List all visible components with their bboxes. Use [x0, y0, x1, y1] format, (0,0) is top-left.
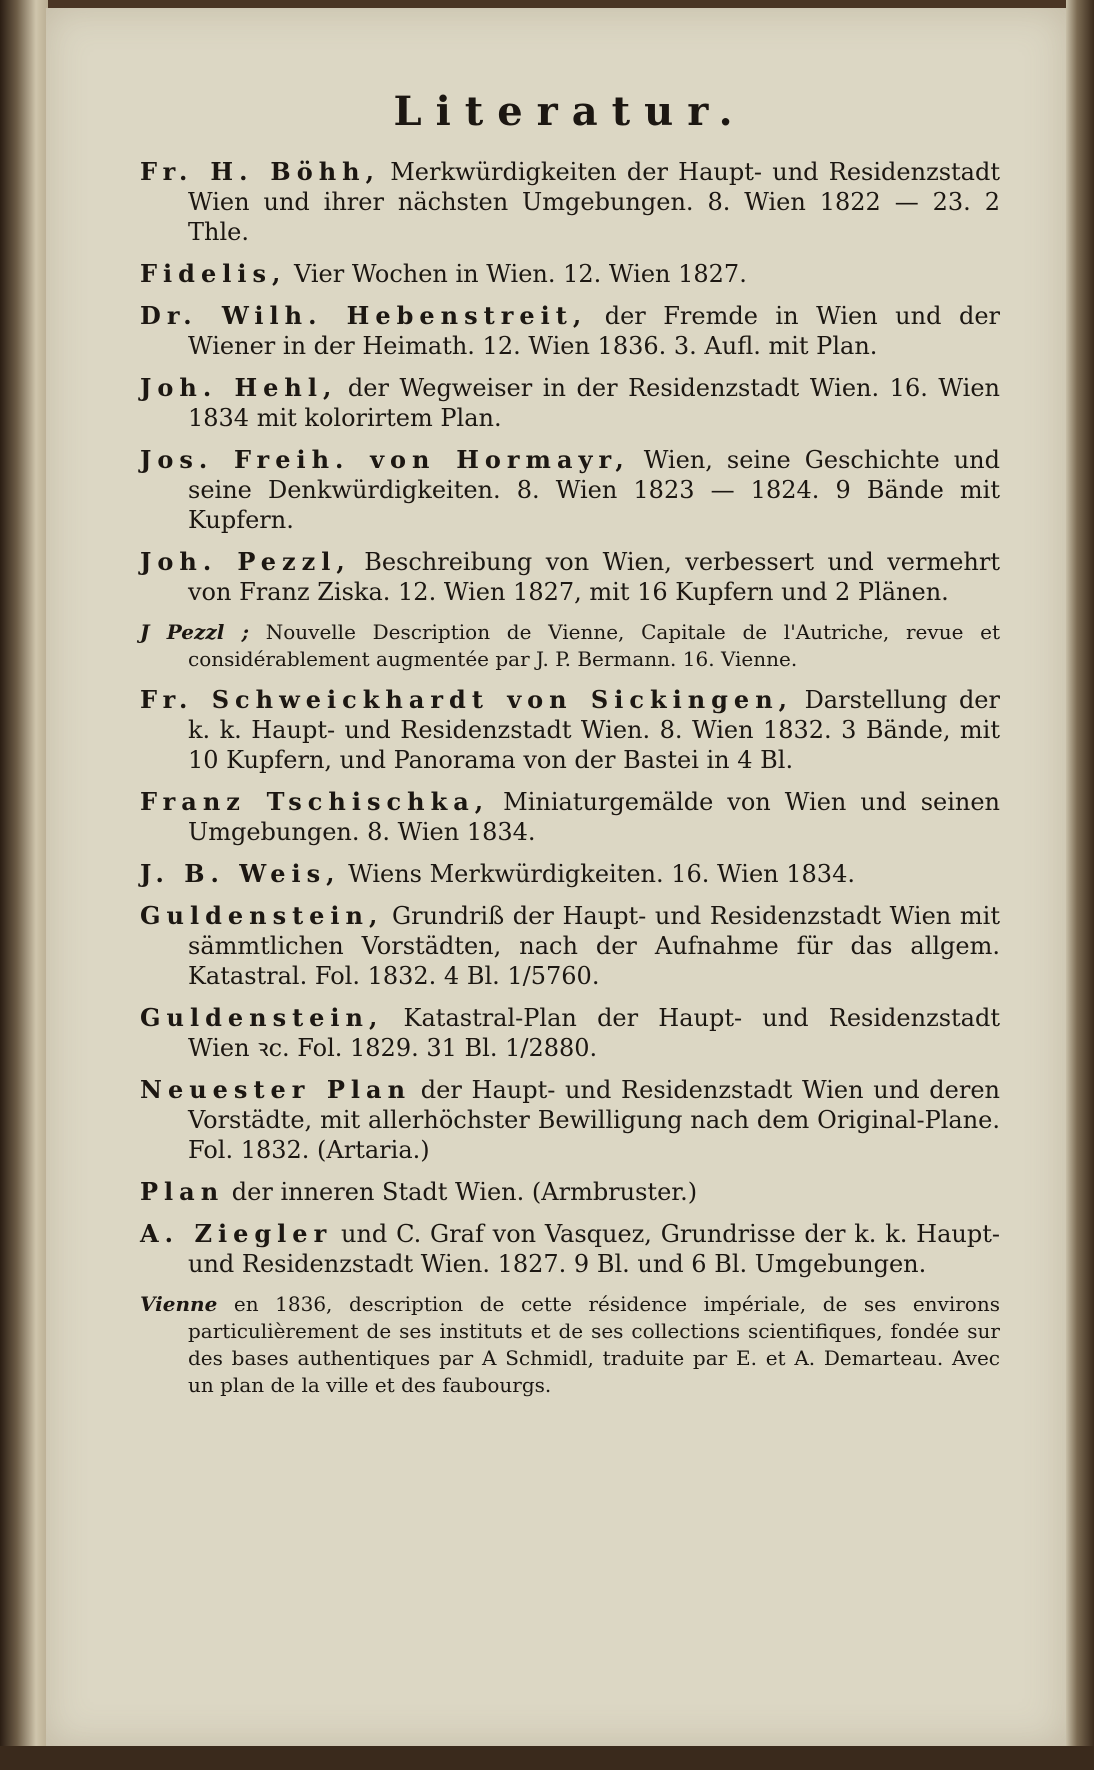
page-content — [140, 88, 1000, 1411]
entry-text: und C. Graf von Vasquez, Grundrisse der k. k. Haupt- und Residenzstadt Wien. 1827. 9 Bl. und 6 Bl. Umgebungen. — [188, 1220, 1000, 1278]
entry-author: Fr. Schweickhardt von Sickingen, — [140, 685, 793, 714]
bibliography-entry — [140, 547, 1000, 607]
entry-author: J Pezzl ; — [140, 620, 250, 644]
bibliography-entry — [140, 259, 1000, 289]
entry-author: Guldenstein, — [140, 1003, 384, 1032]
entry-author: Guldenstein, — [140, 901, 384, 930]
book-binding-right — [1066, 0, 1094, 1770]
entry-text: Grundriß der Haupt- und Residenzstadt Wien mit sämmtlichen Vorstädten, nach der Aufnahme für das allgem. Katastral. Fol. 1832. 4 Bl. 1/5760. — [188, 902, 1000, 990]
entry-text: der Wegweiser in der Residenzstadt Wien. 16. Wien 1834 mit kolorirtem Plan. — [188, 374, 1001, 432]
entry-author: Neuester Plan — [140, 1075, 412, 1104]
entry-author: Fidelis, — [140, 259, 287, 288]
bibliography-entry — [140, 1075, 1000, 1165]
bibliography-entry — [140, 157, 1000, 247]
entry-text: Nouvelle Description de Vienne, Capitale de l'Autriche, revue et considérablement augmentée par J. P. Bermann. 16. Vienne. — [188, 620, 1000, 671]
entry-text: en 1836, description de cette résidence impériale, de ses environs particulièrement de ses instituts et de ses collections scientifiques, fondée sur des bases authentiques par A Schmidl, traduite par E. et A. Demarteau. Avec un plan de la ville et des faubourgs. — [188, 1292, 1000, 1397]
entry-author: Dr. Wilh. Hebenstreit, — [140, 301, 588, 330]
bibliography-entry — [140, 301, 1000, 361]
entry-text: der Haupt- und Residenzstadt Wien und deren Vorstädte, mit allerhöchster Bewilligung nach dem Original-Plane. Fol. 1832. (Artaria.) — [188, 1076, 1000, 1164]
bibliography-entry — [140, 685, 1000, 775]
entry-author: A. Ziegler — [140, 1219, 333, 1248]
entry-author: Jos. Freih. von Hormayr, — [140, 445, 630, 474]
entry-text: Merkwürdigkeiten der Haupt- und Residenzstadt Wien und ihrer nächsten Umgebungen. 8. Wien 1822 — 23. 2 Thle. — [188, 158, 1000, 246]
entry-author: Fr. H. Böhh, — [140, 157, 380, 186]
bibliography-entry — [140, 1177, 1000, 1207]
book-binding-left — [0, 0, 48, 1770]
entry-author: J. B. Weis, — [140, 859, 341, 888]
entry-author: Joh. Pezzl, — [140, 547, 351, 576]
entry-text: Beschreibung von Wien, verbessert und vermehrt von Franz Ziska. 12. Wien 1827, mit 16 Kupfern und 2 Plänen. — [188, 548, 1000, 606]
entry-text: der Fremde in Wien und der Wiener in der Heimath. 12. Wien 1836. 3. Aufl. mit Plan. — [188, 302, 1001, 360]
bibliography-entry — [140, 373, 1000, 433]
entry-author: Vienne — [140, 1292, 218, 1316]
bibliography-entry — [140, 787, 1000, 847]
entry-text: Miniaturgemälde von Wien und seinen Umgebungen. 8. Wien 1834. — [188, 788, 1001, 846]
bibliography-entry — [140, 1291, 1000, 1399]
entry-author: Plan — [140, 1177, 225, 1206]
entry-author: Franz Tschischka, — [140, 787, 490, 816]
entry-author: Joh. Hehl, — [140, 373, 338, 402]
book-bottom-edge — [0, 1746, 1094, 1770]
entry-text: Katastral-Plan der Haupt- und Residenzstadt Wien ꝛc. Fol. 1829. 31 Bl. 1/2880. — [188, 1004, 1000, 1062]
entry-text: der inneren Stadt Wien. (Armbruster.) — [224, 1178, 698, 1206]
entry-text: Vier Wochen in Wien. 12. Wien 1827. — [286, 260, 747, 288]
bibliography-entry — [140, 901, 1000, 991]
bibliography-entry — [140, 859, 1000, 889]
entry-text: Wien, seine Geschichte und seine Denkwürdigkeiten. 8. Wien 1823 — 1824. 9 Bände mit Kupfern. — [188, 446, 1001, 534]
bibliography-entry — [140, 1219, 1000, 1279]
bibliography-entry — [140, 1003, 1000, 1063]
bibliography-entry — [140, 445, 1000, 535]
bibliography-entry — [140, 619, 1000, 673]
entry-text: Darstellung der k. k. Haupt- und Residenzstadt Wien. 8. Wien 1832. 3 Bände, mit 10 Kupfern, und Panorama von der Bastei in 4 Bl. — [188, 686, 1000, 774]
book-page — [46, 8, 1066, 1746]
page-title: Literatur. — [393, 88, 747, 135]
entry-text: Wiens Merkwürdigkeiten. 16. Wien 1834. — [340, 860, 855, 888]
